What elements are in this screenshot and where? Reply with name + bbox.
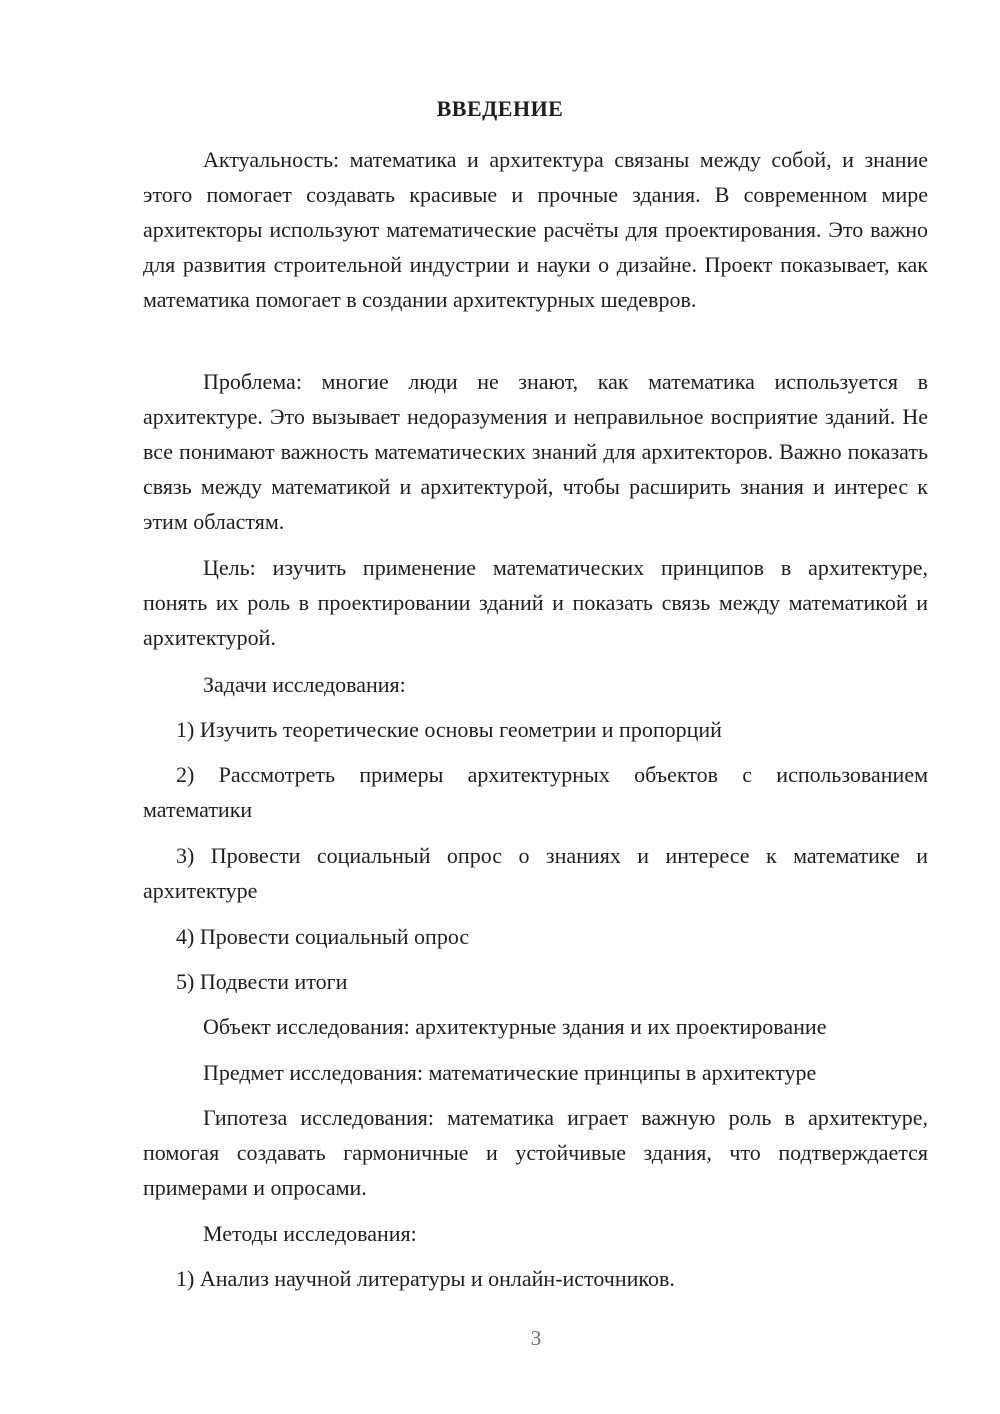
actuality-paragraph: Актуальность: математика и архитектура связаны между собой, и знание этого помогает создавать красивые и прочные здания. В современном мире архитекторы используют математические расчёты для проектирования. Это важно для развития строительной индустрии и науки о дизайне. Проект показывает, как математика помогает в создании архитектурных шедевров. bbox=[143, 147, 928, 312]
page-title: ВВЕДЕНИЕ bbox=[436, 96, 564, 121]
page-number: 3 bbox=[530, 1326, 542, 1350]
tasks-heading: Задачи исследования: bbox=[203, 672, 406, 697]
method-item: 1) Анализ научной литературы и онлайн-источников. bbox=[176, 1266, 675, 1291]
goal-paragraph: Цель: изучить применение математических принципов в архитектуре, понять их роль в проектировании зданий и показать связь между математикой и архитектурой. bbox=[143, 555, 928, 650]
methods-heading: Методы исследования: bbox=[203, 1221, 417, 1246]
task-item: 4) Провести социальный опрос bbox=[176, 924, 470, 949]
object-line: Объект исследования: архитектурные здания и их проектирование bbox=[203, 1014, 827, 1039]
task-item: 1) Изучить теоретические основы геометрии и пропорций bbox=[176, 717, 722, 742]
task-item: 5) Подвести итоги bbox=[176, 969, 348, 994]
problem-paragraph: Проблема: многие люди не знают, как математика используется в архитектуре. Это вызывает недоразумения и неправильное восприятие зданий. Не все понимают важность математических знаний для архитекторов. Важно показать связь между математикой и архитектурой, чтобы расширить знания и интерес к этим областям. bbox=[143, 369, 928, 534]
task-item: 2) Рассмотреть примеры архитектурных объектов с использованием математики bbox=[143, 762, 928, 822]
task-item: 3) Провести социальный опрос о знаниях и интересе к математике и архитектуре bbox=[143, 843, 928, 903]
subject-line: Предмет исследования: математические принципы в архитектуре bbox=[203, 1060, 817, 1085]
hypothesis-paragraph: Гипотеза исследования: математика играет важную роль в архитектуре, помогая создавать гармоничные и устойчивые здания, что подтверждается примерами и опросами. bbox=[143, 1105, 928, 1200]
